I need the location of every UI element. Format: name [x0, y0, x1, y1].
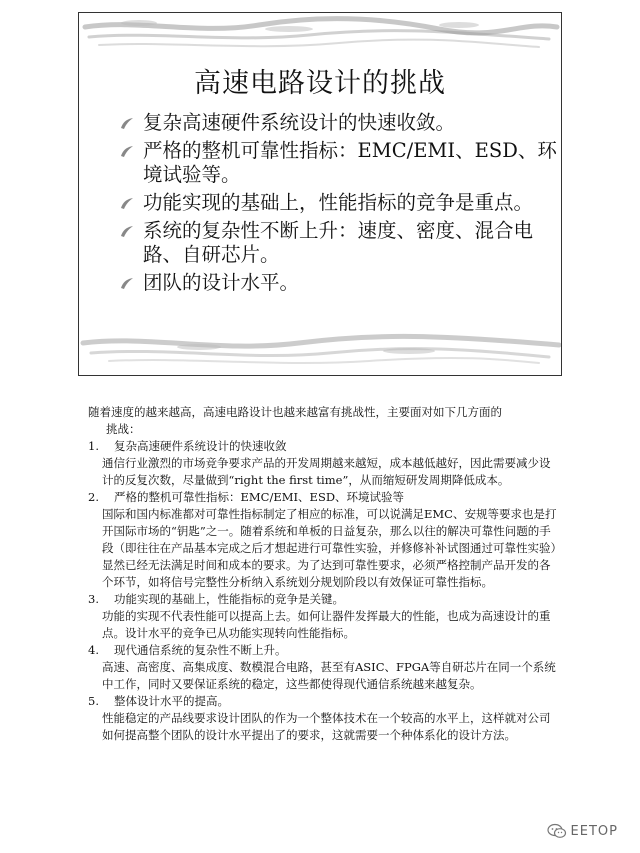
slide-panel — [78, 12, 562, 376]
notes-intro: 随着速度的越来越高，高速电路设计也越来越富有挑战性，主要面对如下几方面的 — [88, 405, 502, 419]
notes-item-heading-text: 严格的整机可靠性指标：EMC/EMI、ESD、环境试验等 — [114, 490, 405, 504]
notes-item-heading — [88, 438, 560, 455]
brush-bullet-icon — [119, 196, 135, 210]
wechat-icon — [547, 823, 567, 839]
slide-bullet-text: 复杂高速硬件系统设计的快速收敛。 — [143, 111, 456, 134]
notes-item-heading-text: 复杂高速硬件系统设计的快速收敛 — [114, 439, 287, 453]
watermark-text: EETOP — [570, 823, 618, 839]
notes-intro-continued: 挑战： — [106, 422, 141, 436]
brush-bullet-icon — [119, 276, 135, 290]
watermark — [547, 823, 618, 839]
notes-item-heading-text: 现代通信系统的复杂性不断上升。 — [114, 643, 287, 657]
notes-item-body: 性能稳定的产品线要求设计团队的作为一个整体技术在一个较高的水平上，这样就对公司如何提高整个团队的设计水平提出了的要求，这就需要一个种体系化的设计方法。 — [102, 711, 551, 742]
slide-bullet-text: 功能实现的基础上，性能指标的竞争是重点。 — [143, 191, 534, 214]
slide-bullet-item — [119, 139, 559, 187]
notes-item-number: 1. — [88, 439, 99, 453]
notes-item-number: 5. — [88, 694, 99, 708]
notes-item-number: 3. — [88, 592, 99, 606]
notes-item-number: 4. — [88, 643, 99, 657]
notes-item-number: 2. — [88, 490, 99, 504]
slide-bullet-item — [119, 271, 559, 295]
brush-bullet-icon — [119, 224, 135, 238]
notes-item-heading — [88, 642, 560, 659]
notes-item-body: 通信行业激烈的市场竞争要求产品的开发周期越来越短，成本越低越好，因此需要减少设计的反复次数，尽量做到“right the first time”，从而缩短研发周期降低成本。 — [102, 456, 551, 487]
notes-item-heading-text: 功能实现的基础上，性能指标的竞争是关键。 — [114, 592, 344, 606]
notes-item-body: 国际和国内标准都对可靠性指标制定了相应的标准，可以说满足EMC、安规等要求也是打开国际市场的“钥匙”之一。随着系统和单板的日益复杂，那么以往的解决可靠性问题的手段（即往往在产品基本完成之后才想起进行可靠性实验，并修修补补试图通过可靠性实验）显然已经无法满足时间和成本的要求。为了达到可靠性要求，必须严格控制产品开发的各个环节，如将信号完整性分析纳入系统划分规划阶段以有效保证可靠性指标。 — [102, 507, 557, 589]
slide-bullet-text: 严格的整机可靠性指标：EMC/EMI、ESD、环境试验等。 — [143, 139, 557, 186]
slide-bullet-text: 团队的设计水平。 — [143, 271, 300, 294]
notes-item-body: 高速、高密度、高集成度、数模混合电路，甚至有ASIC、FPGA等自研芯片在同一个系统中工作，同时又要保证系统的稳定，这些都使得现代通信系统越来越复杂。 — [102, 660, 556, 691]
slide-bullet-text: 系统的复杂性不断上升：速度、密度、混合电路、自研芯片。 — [143, 219, 534, 266]
notes-item-heading — [88, 489, 560, 506]
slide-title: 高速电路设计的挑战 — [194, 68, 446, 99]
brush-bullet-icon — [119, 116, 135, 130]
brush-bullet-icon — [119, 144, 135, 158]
notes-item-heading — [88, 693, 560, 710]
slide-bullet-item — [119, 191, 559, 215]
slide-bullet-item — [119, 219, 559, 267]
notes-item-heading-text: 整体设计水平的提高。 — [114, 694, 229, 708]
notes-item-heading — [88, 591, 560, 608]
slide-bullet-item — [119, 111, 559, 135]
slide-bullet-list — [119, 111, 559, 299]
notes-section — [88, 404, 560, 744]
notes-item-body: 功能的实现不代表性能可以提高上去。如何让器件发挥最大的性能，也成为高速设计的重点。设计水平的竞争已从功能实现转向性能指标。 — [102, 609, 551, 640]
